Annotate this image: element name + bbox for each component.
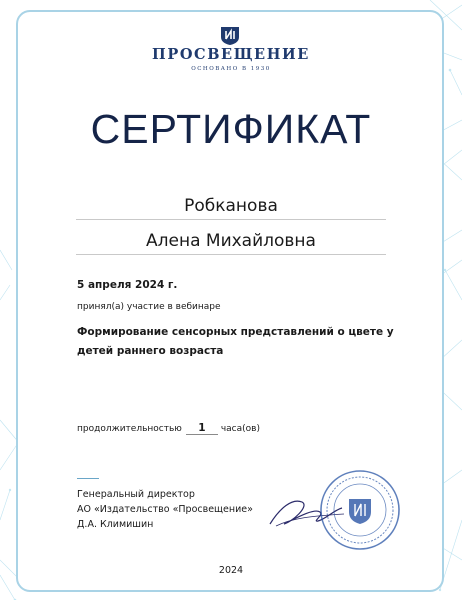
webinar-topic: Формирование сенсорных представлений о цвете у детей раннего возраста [77, 326, 394, 357]
brand-name: ПРОСВЕЩЕНИЕ [152, 46, 310, 63]
signatory-organization: АО «Издательство «Просвещение» [77, 504, 253, 515]
recipient-surname: Робканова [76, 196, 386, 220]
official-stamp-icon [318, 468, 402, 552]
participation-text: принял(а) участие в вебинаре [77, 302, 221, 312]
duration-unit: часа(ов) [220, 424, 260, 434]
duration-row [77, 422, 260, 435]
duration-value: 1 [186, 422, 218, 435]
recipient-given-names: Алена Михайловна [76, 231, 386, 255]
event-date: 5 апреля 2024 г. [77, 279, 178, 291]
signatory-position: Генеральный директор [77, 489, 195, 500]
duration-label: продолжительностью [77, 424, 182, 434]
signatory-name: Д.А. Климишин [77, 519, 154, 530]
brand-subtitle: ОСНОВАНО В 1930 [191, 66, 271, 72]
divider [77, 478, 99, 479]
certificate-title: СЕРТИФИКАТ [90, 106, 372, 152]
signatory-block [77, 487, 253, 532]
certificate-year: 2024 [218, 565, 244, 576]
prosveshchenie-logo-icon [219, 24, 241, 46]
